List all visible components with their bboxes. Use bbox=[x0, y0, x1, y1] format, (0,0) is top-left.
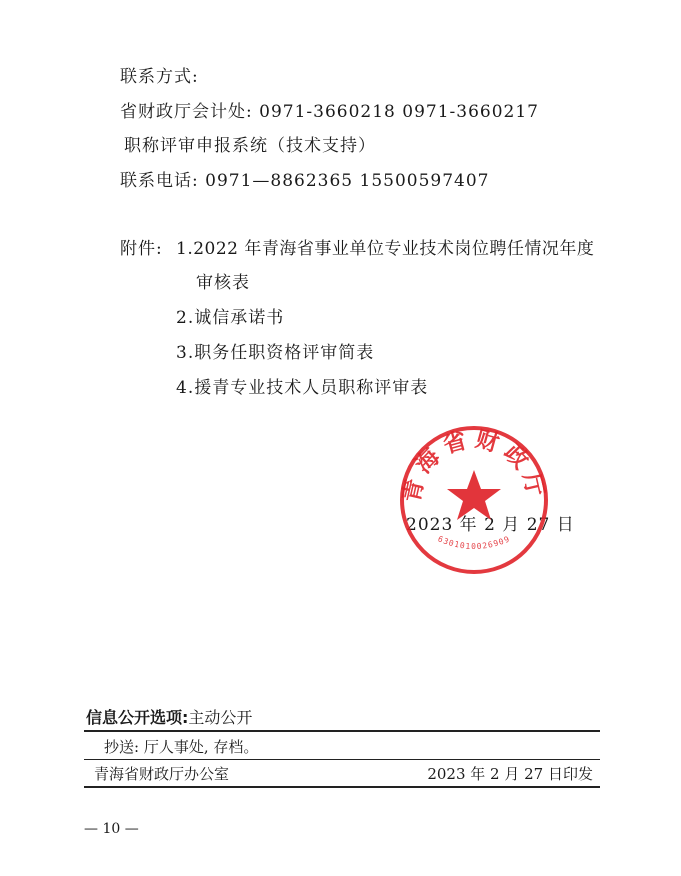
attachment-item-3: 3.职务任职资格评审简表 bbox=[176, 343, 375, 363]
issuer: 青海省财政厅办公室 bbox=[94, 765, 230, 783]
attachment-item-1-cont: 审核表 bbox=[196, 273, 250, 293]
cc-line: 抄送: 厅人事处, 存档。 bbox=[104, 738, 259, 756]
seal-code: 6301010026909 bbox=[436, 534, 512, 551]
disclosure-label: 信息公开选项: bbox=[86, 708, 189, 727]
disclosure-option bbox=[86, 705, 252, 728]
star-icon bbox=[447, 470, 501, 520]
contact-phone: 联系电话: 0971—8862365 15500597407 bbox=[120, 171, 490, 191]
official-seal bbox=[398, 424, 550, 576]
contact-heading: 联系方式: bbox=[120, 67, 199, 87]
contact-finance-dept: 省财政厅会计处: 0971-3660218 0971-3660217 bbox=[120, 102, 539, 122]
issue-date: 2023 年 2 月 27 日印发 bbox=[427, 765, 593, 783]
seal-text: 青海省财政厅 bbox=[398, 426, 550, 505]
contact-system-title: 职称评审申报系统（技术支持） bbox=[124, 136, 376, 156]
rule-middle bbox=[84, 759, 600, 760]
page-number: — 10 — bbox=[84, 821, 139, 837]
attachments-label: 附件: bbox=[120, 239, 163, 259]
attachment-item-2: 2.诚信承诺书 bbox=[176, 308, 285, 328]
rule-top bbox=[84, 730, 600, 732]
attachment-item-1: 1.2022 年青海省事业单位专业技术岗位聘任情况年度 bbox=[176, 239, 595, 259]
attachment-item-4: 4.援青专业技术人员职称评审表 bbox=[176, 378, 429, 398]
rule-bottom bbox=[84, 786, 600, 788]
signature-date: 2023 年 2 月 27 日 bbox=[406, 515, 575, 535]
disclosure-value: 主动公开 bbox=[188, 708, 253, 727]
